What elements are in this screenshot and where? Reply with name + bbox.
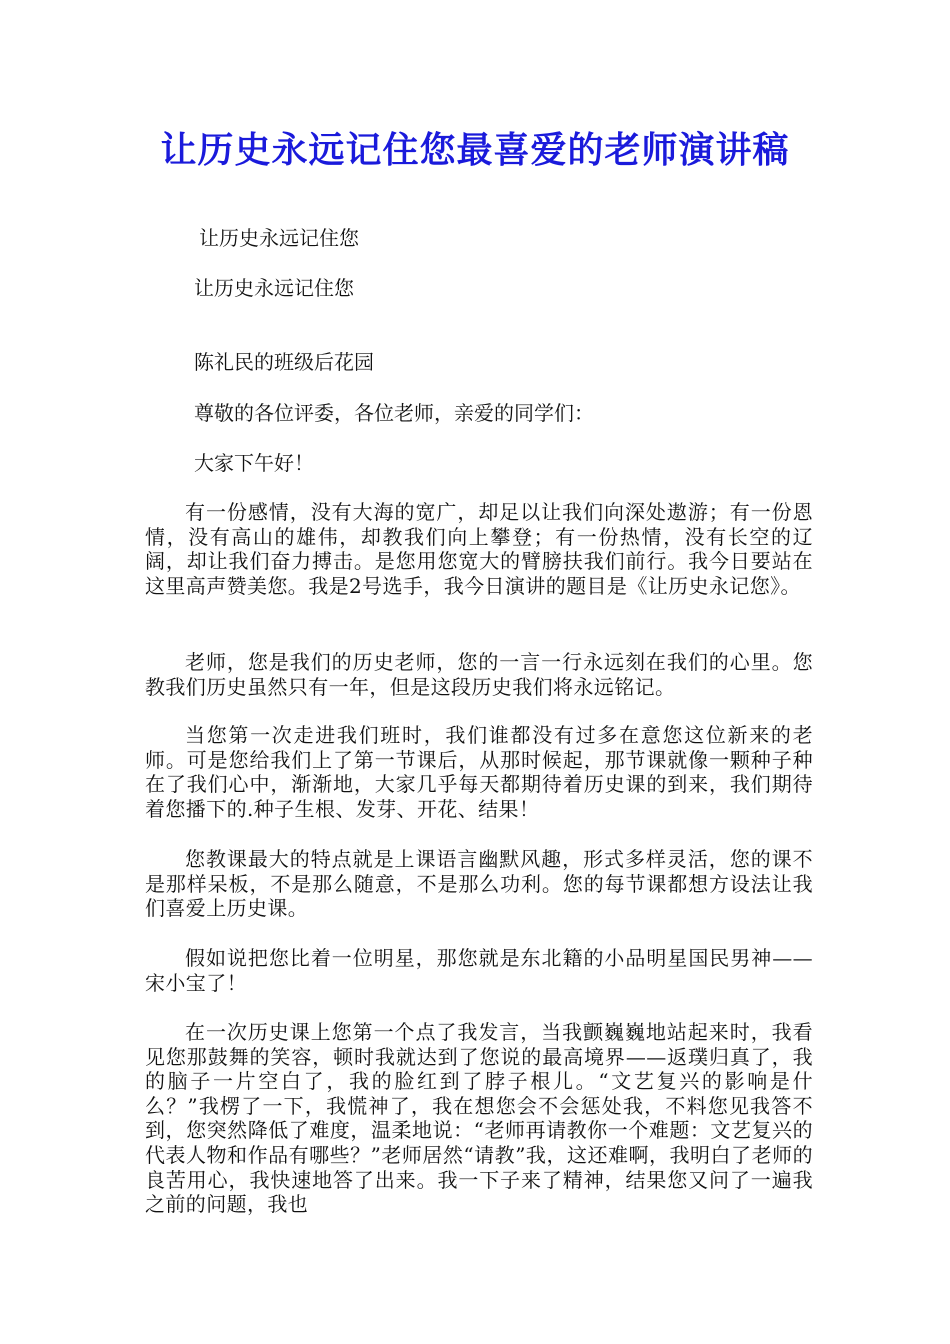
- body-paragraph: 有一份感情，没有大海的宽广，却足以让我们向深处遨游；有一份恩情，没有高山的雄伟，却教我们向上攀登；有一份热情，没有长空的辽阔，却让我们奋力搏击。是您用您宽大的臂膀扶我们前行。我今日要站在这里高声赞美您。我是2号选手，我今日演讲的题目是《让历史永记您》。: [145, 500, 813, 598]
- body-paragraph: 在一次历史课上您第一个点了我发言，当我颤巍巍地站起来时，我看见您那鼓舞的笑容，顿时我就达到了您说的最高境界——返璞归真了，我的脑子一片空白了，我的脸红到了脖子根儿。“文艺复兴的影响是什么？”我楞了一下，我慌神了，我在想您会不会惩处我，不料您见我答不到，您突然降低了难度，温柔地说：“老师再请教你一个难题：文艺复兴的代表人物和作品有哪些？”老师居然“请教”我，这还难啊，我明白了老师的良苦用心，我快速地答了出来。我一下子来了精神，结果您又问了一遍我之前的问题，我也: [145, 1020, 813, 1217]
- document-title: 让历史永远记住您最喜爱的老师演讲稿: [160, 130, 790, 171]
- author-line: 陈礼民的班级后花园: [194, 350, 374, 374]
- greeting-line: 大家下午好！: [194, 451, 314, 475]
- body-paragraph: 老师，您是我们的历史老师，您的一言一行永远刻在我们的心里。您教我们历史虽然只有一年，但是这段历史我们将永远铭记。: [145, 650, 813, 699]
- subtitle-line-2: 让历史永远记住您: [194, 276, 354, 300]
- salutation-line: 尊敬的各位评委，各位老师，亲爱的同学们：: [194, 401, 594, 425]
- body-paragraph: 您教课最大的特点就是上课语言幽默风趣，形式多样灵活，您的课不是那样呆板，不是那么随意，不是那么功利。您的每节课都想方设法让我们喜爱上历史课。: [145, 847, 813, 921]
- subtitle-line-1: 让历史永远记住您: [199, 226, 359, 250]
- body-paragraph: 当您第一次走进我们班时，我们谁都没有过多在意您这位新来的老师。可是您给我们上了第一节课后，从那时候起，那节课就像一颗种子种在了我们心中，渐渐地，大家几乎每天都期待着历史课的到来，我们期待着您播下的.种子生根、发芽、开花、结果！: [145, 723, 813, 821]
- body-paragraph: 假如说把您比着一位明星，那您就是东北籍的小品明星国民男神——宋小宝了！: [145, 946, 813, 995]
